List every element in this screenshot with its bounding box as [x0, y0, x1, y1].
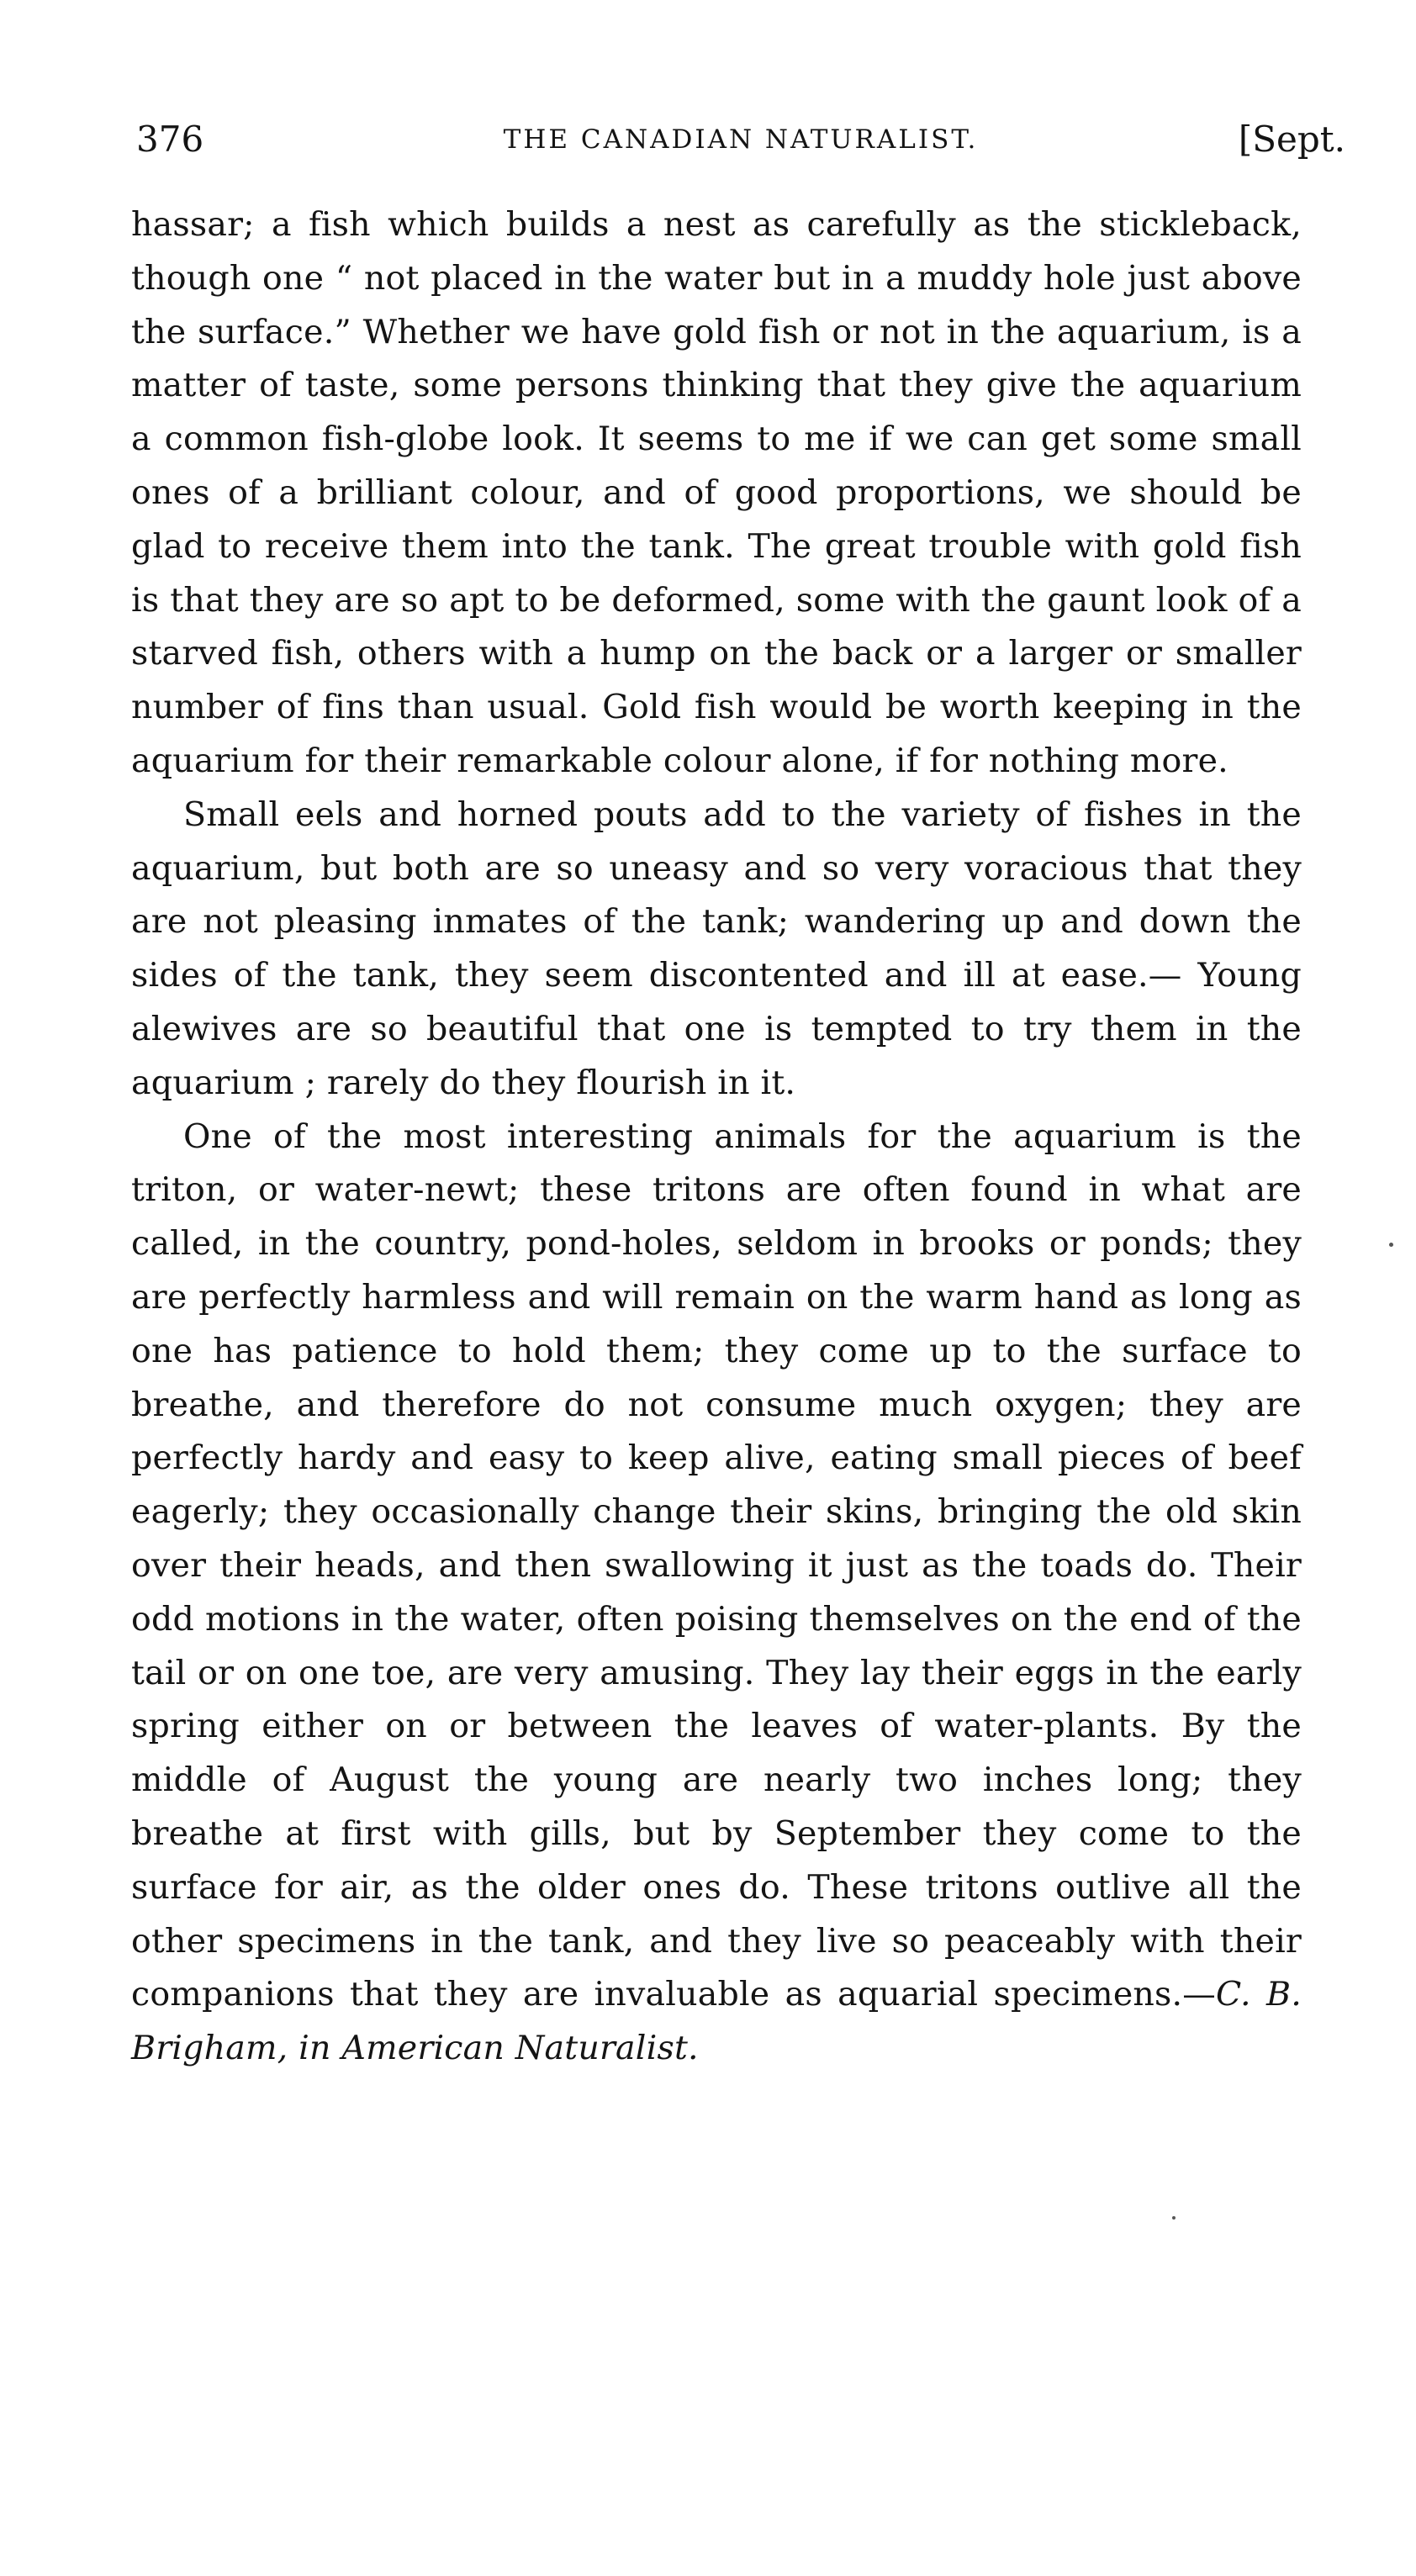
paragraph-tritons-text: One of the most interesting animals for the aquarium is the triton, or water-newt; these tritons are often found in what are called, in the country, pond-holes, seldom in brooks or ponds; they are perfectly harmless and will remain on the warm hand as long as one has patience to hold them; they come up to the surface to breathe, and therefore do not consume much oxygen; they are perfectly hardy and easy to keep alive, eating small pieces of beef eagerly; they occasionally change their skins, bringing the old skin over their heads, and then swallowing it just as the toads do. Their odd motions in the water, often poising themselves on the end of the tail or on one toe, are very amusing. They lay their eggs in the early spring either on or between the leaves of water-plants. By the middle of August the young are nearly two inches long; they breathe at first with gills, but by September they come to the surface for air, as the older ones do. These tritons outlive all the other specimens in the tank, and they live so peaceably with their companions that they are invaluable as aquarial specimens.— — [131, 1116, 1302, 2014]
page-number: 376 — [136, 119, 204, 160]
article-body — [131, 198, 1302, 2076]
paragraph-goldfish: hassar; a fish which builds a nest as carefully as the stickleback, though one “ not placed in the water but in a muddy hole just above the surface.” Whether we have gold fish or not in the aquarium, is a matter of taste, some persons thinking that they give the aquarium a common fish-globe look. It seems to me if we can get some small ones of a brilliant colour, and of good proportions, we should be glad to receive them into the tank. The great trouble with gold fish is that they are so apt to be deformed, some with the gaunt look of a starved fish, others with a hump on the back or a larger or smaller number of fins than usual. Gold fish would be worth keeping in the aquarium for their remarkable colour alone, if for nothing more. — [131, 205, 1302, 780]
paragraph-eels-pouts: Small eels and horned pouts add to the variety of fishes in the aquarium, but both are so uneasy and so very voracious that they are not pleasing inmates of the tank; wandering up and down the sides of the tank, they seem discontented and ill at ease.— Young alewives are so beautiful that one is tempted to try them in the aquarium ; rarely do they flourish in it. — [131, 794, 1302, 1102]
issue-month: [Sept. — [1238, 119, 1345, 160]
print-speck — [1389, 1243, 1393, 1247]
page-header — [136, 114, 1345, 165]
running-title: THE CANADIAN NATURALIST. — [503, 124, 979, 155]
source-attribution: C. B. Brigham, in American Naturalist. — [131, 1975, 1302, 2068]
paragraph-tritons — [131, 1111, 1302, 2076]
print-speck — [1172, 2216, 1176, 2220]
